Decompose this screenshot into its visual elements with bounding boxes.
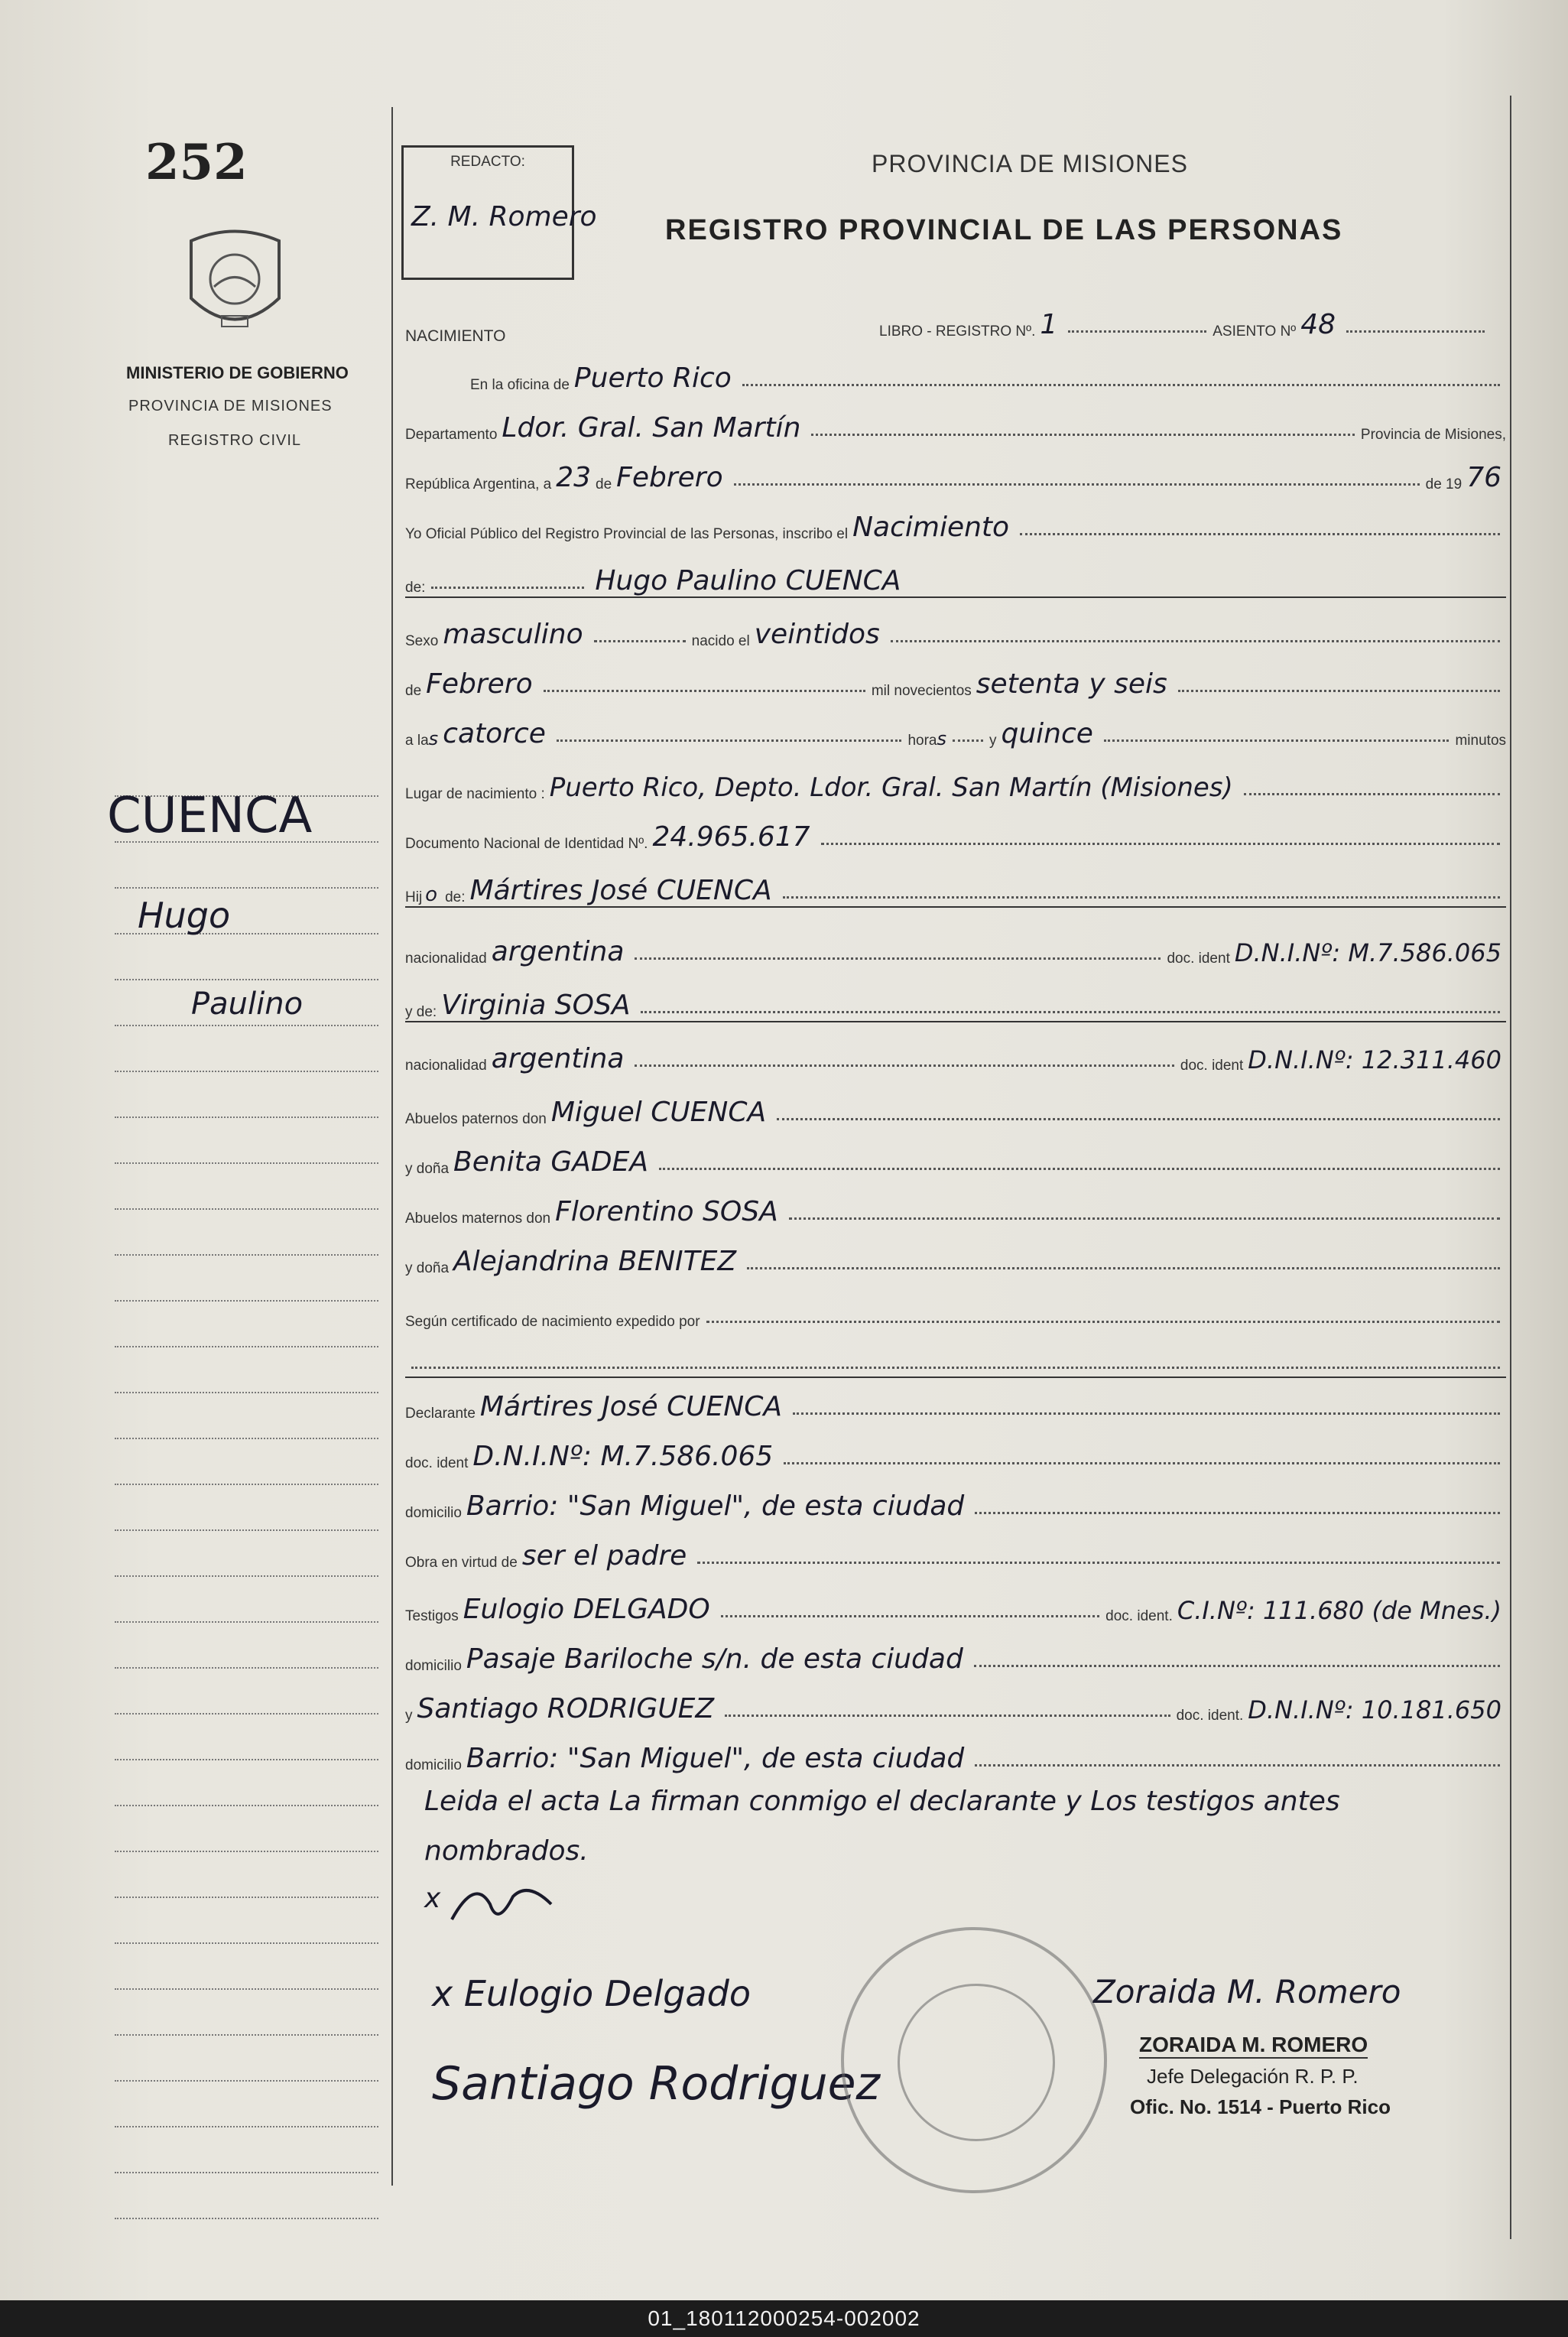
row-dni: Documento Nacional de Identidad Nº. 24.965.617	[405, 814, 1506, 853]
dni-value: 24.965.617	[652, 821, 810, 853]
form-left-border	[391, 107, 393, 2186]
declarante-name: Mártires José CUENCA	[479, 1391, 782, 1422]
testigo1-domicilio: Pasaje Bariloche s/n. de esta ciudad	[466, 1643, 963, 1675]
row-obra: Obra en virtud de ser el padre	[405, 1533, 1506, 1572]
declarante-doc: D.N.I.Nº: M.7.586.065	[472, 1441, 774, 1472]
testigo1-name: Eulogio DELGADO	[463, 1594, 710, 1625]
libro-value: 1	[1040, 309, 1058, 340]
coat-of-arms-icon	[183, 226, 287, 340]
row-testigo1: Testigos Eulogio DELGADO doc. ident. C.I.Nº: 111.680 (de Mnes.)	[405, 1594, 1501, 1625]
redacto-signature: Z. M. Romero	[411, 201, 597, 232]
row-nac-madre: nacionalidad argentina doc. ident D.N.I.Nº: 12.311.460	[405, 1043, 1501, 1074]
row-abuelos-mat: Abuelos maternos don Florentino SOSA	[405, 1189, 1506, 1227]
father-nationality: argentina	[491, 936, 625, 967]
minutos-value: quince	[1001, 718, 1093, 749]
row-nac-padre: nacionalidad argentina doc. ident D.N.I.Nº: M.7.586.065	[405, 936, 1501, 967]
testigo1-doc: C.I.Nº: 111.680 (de Mnes.)	[1177, 1596, 1501, 1625]
testigo2-signature: Santiago Rodriguez	[432, 2057, 881, 2111]
closing-line2: nombrados.	[424, 1835, 589, 1867]
row-sexo: Sexo masculino nacido el veintidos	[405, 612, 1506, 650]
testigo2-domicilio: Barrio: "San Miguel", de esta ciudad	[466, 1743, 965, 1774]
row-abuela-pat: y doña Benita GADEA	[405, 1139, 1506, 1178]
libro-row	[879, 302, 1491, 340]
maternal-grandfather: Florentino SOSA	[555, 1196, 778, 1227]
declarante-domicilio: Barrio: "San Miguel", de esta ciudad	[466, 1490, 965, 1522]
redacto-label: REDACTO:	[450, 154, 525, 170]
row-test2-dom: domicilio Barrio: "San Miguel", de esta ciudad	[405, 1736, 1506, 1774]
maternal-grandmother: Alejandrina BENITEZ	[453, 1246, 737, 1277]
obra-value: ser el padre	[521, 1540, 687, 1572]
father-doc: D.N.I.Nº: M.7.586.065	[1234, 938, 1501, 967]
libro-label: LIBRO - REGISTRO Nº.	[879, 323, 1036, 340]
inscribo-value: Nacimiento	[852, 512, 1010, 543]
header-title: REGISTRO PROVINCIAL DE LAS PERSONAS	[665, 214, 1343, 246]
official-role: Jefe Delegación R. P. P.	[1147, 2065, 1359, 2088]
official-signature: Zoraida M. Romero	[1093, 1973, 1401, 2010]
form-right-border	[1510, 96, 1511, 2239]
margin-surname: CUENCA	[107, 788, 313, 844]
sexo-value: masculino	[443, 619, 583, 650]
nacido-year: setenta y seis	[976, 668, 1167, 700]
row-hijo: Hij o de: Mártires José CUENCA	[405, 868, 1506, 908]
margin-name2: Paulino	[191, 986, 304, 1022]
asiento-value: 48	[1300, 309, 1336, 340]
oficina-value: Puerto Rico	[573, 362, 732, 394]
testigo1-signature: x Eulogio Delgado	[432, 1973, 751, 2014]
row-certificado: Según certificado de nacimiento expedido por	[405, 1292, 1506, 1331]
official-office: Ofic. No. 1514 - Puerto Rico	[1130, 2095, 1391, 2118]
row-oficina: En la oficina de Puerto Rico	[470, 356, 1506, 394]
row-fecha: República Argentina, a 23 de Febrero de 19 76	[405, 462, 1501, 493]
row-abuelos-pat: Abuelos paternos don Miguel CUENCA	[405, 1090, 1506, 1128]
testigo2-name: Santiago RODRIGUEZ	[417, 1693, 715, 1724]
father-name: Mártires José CUENCA	[469, 875, 772, 906]
row-inscribo: Yo Oficial Público del Registro Provincial de las Personas, inscribo el Nacimiento	[405, 505, 1506, 543]
row-certificado-2	[405, 1338, 1506, 1378]
folio-number: 252	[145, 134, 248, 191]
declarante-signature: x	[424, 1874, 559, 1935]
province-label: PROVINCIA DE MISIONES	[128, 398, 333, 414]
paternal-grandfather: Miguel CUENCA	[550, 1097, 767, 1128]
official-name: ZORAIDA M. ROMERO	[1139, 2033, 1368, 2059]
row-hora: a la s catorce hora s y quince minutos	[405, 718, 1507, 749]
child-name: Hugo Paulino CUENCA	[595, 565, 901, 596]
row-departamento: Departamento Ldor. Gral. San Martín Provincia de Misiones,	[405, 412, 1506, 444]
redacto-box	[401, 145, 597, 280]
margin-name1: Hugo	[138, 895, 231, 936]
header-province: PROVINCIA DE MISIONES	[872, 150, 1188, 177]
act-type: NACIMIENTO	[405, 327, 506, 345]
row-test1-dom: domicilio Pasaje Bariloche s/n. de esta ciudad	[405, 1637, 1506, 1675]
ministry-label: MINISTERIO DE GOBIERNO	[126, 363, 349, 382]
image-id-footer: 01_180112000254-002002	[0, 2300, 1568, 2337]
row-testigo2: y Santiago RODRIGUEZ doc. ident. D.N.I.Nº: 10.181.650	[405, 1693, 1501, 1724]
fecha-year: 76	[1466, 462, 1501, 493]
mother-nationality: argentina	[491, 1043, 625, 1074]
registry-label: REGISTRO CIVIL	[168, 432, 302, 449]
registry-stamp	[841, 1927, 1107, 2193]
nacido-day: veintidos	[754, 619, 880, 650]
nacido-month: Febrero	[426, 668, 533, 700]
mother-doc: D.N.I.Nº: 12.311.460	[1248, 1045, 1501, 1074]
row-de: de: Hugo Paulino CUENCA	[405, 558, 1506, 598]
row-abuela-mat: y doña Alejandrina BENITEZ	[405, 1239, 1506, 1277]
row-declarante: Declarante Mártires José CUENCA	[405, 1384, 1506, 1422]
row-mes: de Febrero mil novecientos setenta y seis	[405, 661, 1506, 700]
row-madre: y de: Virginia SOSA	[405, 983, 1506, 1022]
row-lugar: Lugar de nacimiento : Puerto Rico, Depto. Ldor. Gral. San Martín (Misiones)	[405, 765, 1506, 803]
lugar-value: Puerto Rico, Depto. Ldor. Gral. San Martín (Misiones)	[549, 772, 1233, 803]
hora-value: catorce	[443, 718, 546, 749]
paternal-grandmother: Benita GADEA	[453, 1146, 648, 1178]
fecha-month: Febrero	[616, 462, 723, 493]
row-decl-dom: domicilio Barrio: "San Miguel", de esta ciudad	[405, 1484, 1506, 1522]
closing-line1: Leida el acta La firman conmigo el declarante y Los testigos antes	[424, 1786, 1340, 1817]
testigo2-doc: D.N.I.Nº: 10.181.650	[1248, 1695, 1501, 1724]
mother-name: Virginia SOSA	[441, 990, 631, 1021]
asiento-label: ASIENTO Nº	[1213, 323, 1297, 340]
row-decl-doc: doc. ident D.N.I.Nº: M.7.586.065	[405, 1434, 1506, 1472]
departamento-value: Ldor. Gral. San Martín	[502, 412, 801, 444]
fecha-day: 23	[556, 462, 591, 493]
